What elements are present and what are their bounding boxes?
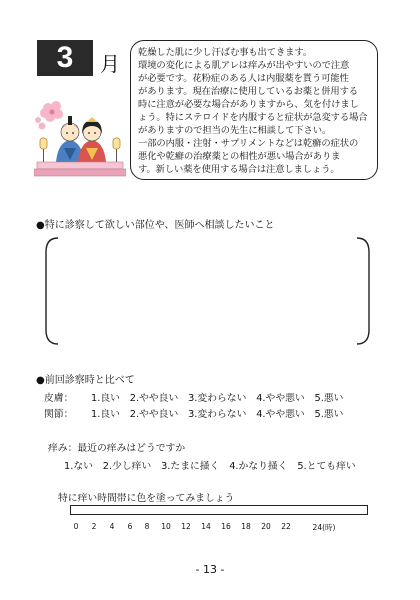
note-line: ょう。特にステロイドを内服すると症状が急変する場合 bbox=[138, 112, 368, 123]
time-tick: 18 bbox=[241, 522, 251, 531]
note-line: がありますので担当の先生に相談して下さい。 bbox=[138, 125, 332, 136]
page-number: - 13 - bbox=[195, 563, 225, 576]
note-line: 悪化や乾癬の治療薬との相性が悪い場合がありま bbox=[138, 151, 341, 162]
skin-row-label: 皮膚： bbox=[44, 393, 74, 404]
consult-section-title: ●特に診察して欲しい部位や、医師へ相談したいこと bbox=[36, 220, 275, 231]
itch-rating-options[interactable]: 1.ない 2.少し痒い 3.たまに掻く 4.かなり掻く 5.とても痒い bbox=[64, 461, 356, 472]
seasonal-advice-note bbox=[130, 40, 378, 180]
month-number-badge: 3 bbox=[37, 40, 93, 76]
note-line: 環境の変化による肌アレは痒みが出やすいので注意 bbox=[138, 60, 350, 71]
note-line: す。新しい薬を使用する場合は注意しましょう。 bbox=[138, 164, 340, 175]
month-suffix: 月 bbox=[100, 52, 120, 76]
dais-icon bbox=[37, 162, 123, 169]
time-tick: 8 bbox=[144, 522, 150, 531]
female-doll-icon bbox=[78, 117, 106, 162]
lantern-icon bbox=[40, 138, 47, 149]
itch-time-title: 特に痒い時間帯に色を塗ってみましょう bbox=[58, 493, 235, 504]
time-tick: 2 bbox=[91, 522, 97, 531]
joint-row-label: 関節： bbox=[44, 409, 74, 420]
time-tick: 20 bbox=[261, 522, 271, 531]
blossom-icon bbox=[35, 101, 63, 130]
hina-dolls-illustration bbox=[34, 96, 126, 180]
comparison-section-title: ●前回診察時と比べて bbox=[36, 375, 135, 386]
consult-write-area[interactable] bbox=[44, 236, 371, 346]
joint-rating-options[interactable]: 1.良い 2.やや良い 3.変わらない 4.やや悪い 5.悪い bbox=[91, 409, 344, 420]
itch-time-bar[interactable] bbox=[70, 505, 368, 515]
note-line: 乾燥した肌に少し汗ばむ事も出てきます。 bbox=[138, 47, 312, 58]
note-line: 一部の内服・注射・サプリメントなどは乾癬の症状の bbox=[138, 138, 359, 149]
time-tick: 10 bbox=[161, 522, 171, 531]
time-tick: 16 bbox=[221, 522, 231, 531]
time-tick: 24(時) bbox=[312, 523, 336, 532]
time-tick: 14 bbox=[201, 522, 211, 531]
itch-question: 痒み：最近の痒みはどうですか bbox=[48, 443, 186, 454]
note-line: が必要です。花粉症のある人は内服薬を貰う可能性 bbox=[138, 73, 349, 84]
time-tick: 4 bbox=[109, 522, 115, 531]
time-tick: 22 bbox=[281, 522, 291, 531]
skin-rating-options[interactable]: 1.良い 2.やや良い 3.変わらない 4.やや悪い 5.悪い bbox=[91, 393, 344, 404]
time-tick: 12 bbox=[181, 522, 191, 531]
lantern-icon bbox=[113, 138, 120, 149]
note-line: 時に注意が必要な場合がありますから、気を付けまし bbox=[138, 99, 359, 110]
time-tick: 6 bbox=[127, 522, 133, 531]
time-tick: 0 bbox=[73, 522, 79, 531]
note-line: があります。現在治療に使用しているお薬と併用する bbox=[138, 86, 358, 97]
